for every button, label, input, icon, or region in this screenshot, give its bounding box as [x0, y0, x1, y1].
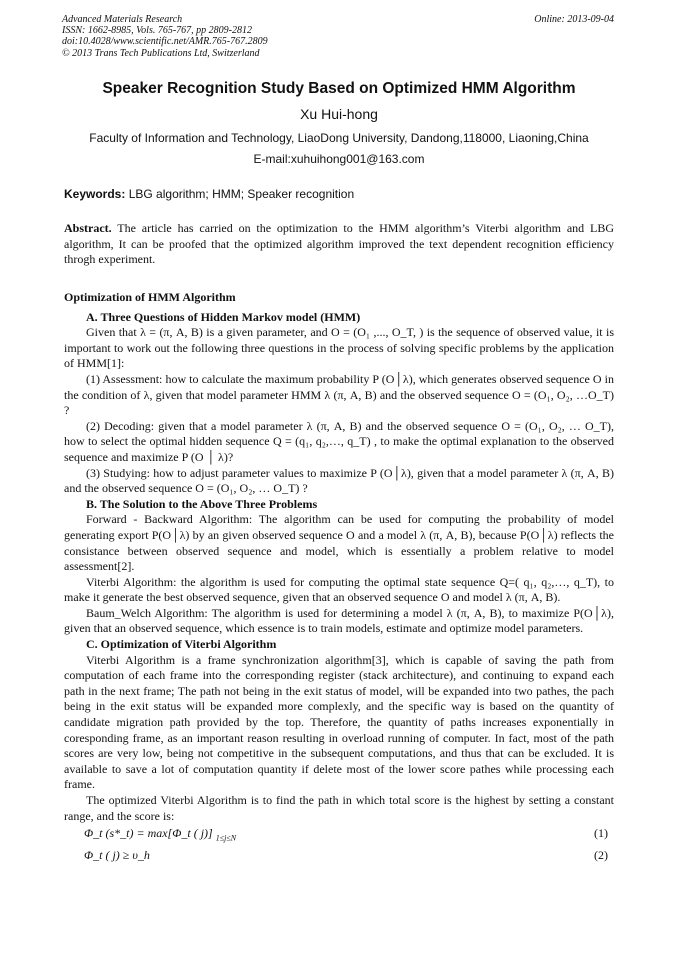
paragraph-a1: Given that λ = (π, A, B) is a given parameter, and O = (O₁ ,..., O_T, ) is the sequence of observed value, it is important to work out the following three questions in the process of solving specific problems by the application of HMM[1]:: [64, 325, 614, 371]
equation-2-number: (2): [594, 848, 608, 863]
subsection-c-title: C. Optimization of Viterbi Algorithm: [86, 637, 277, 652]
doi: doi:10.4028/www.scientific.net/AMR.765-767.2809: [62, 36, 268, 48]
author: Xu Hui-hong: [300, 106, 378, 122]
keywords-text: LBG algorithm; HMM; Speaker recognition: [128, 187, 355, 201]
email: E-mail:xuhuihong001@163.com: [253, 152, 425, 166]
abstract: [64, 221, 614, 268]
equation-1-body: Φ_t (s*_t) = max[Φ_t ( j)]: [84, 826, 213, 841]
abstract-text: The article has carried on the optimization to the HMM algorithm’s Viterbi algorithm and LBG algorithm, It can be proofed that the optimized algorithm improved the text dependent recognition efficiency throgh experiment.: [64, 221, 614, 267]
paragraph-b1: Forward - Backward Algorithm: The algorithm can be used for computing the probability of model generating export P(O│λ) by an given observed sequence O and a model λ (π, A, B), because P(O│λ) reflects the consistance between observed sequence and model, which is essentially a problem relative to model assessment[2].: [64, 512, 614, 574]
subsection-b-title: B. The Solution to the Above Three Problems: [86, 496, 318, 511]
equation-2-expression: Φ_t ( j) ≥ υ_h: [84, 848, 150, 863]
equation-1: [64, 824, 614, 846]
paragraph-c1: Viterbi Algorithm is a frame synchronization algorithm[3], which is capable of saving the path from computation of each frame into the corresponding register (stack architecture), and continuing to expand each path in the next frame; The path not being in the exit status of model, will be expanded into two pathes, the pach being in the exit status will be expanded more complexly, and the specific way is based on the quantity of candidate migration path provided by the top. Therefore, the quantity of paths increases exponentially in coresponding frame, as an important reason resulting in overload running of computer. In fact, most of the path scores are very low, being not competitive in the subsequent computations, and thus that can be excluded. It is available to save a lot of computation quantity if delete most of the lower score pathes while processing each frame.: [64, 652, 614, 792]
affiliation: Faculty of Information and Technology, LiaoDong University, Dandong,118000, Liaoning,China: [89, 131, 589, 145]
abstract-label: Abstract.: [64, 221, 112, 235]
subsection-a-title: A. Three Questions of Hidden Markov model (HMM): [86, 309, 361, 324]
paragraph-b2: Viterbi Algorithm: the algorithm is used for computing the optimal state sequence Q=( q₁, q₂,…, q_T), to make it generate the best observed sequence, given that an observed sequence O and model λ (π, A, B).: [64, 574, 614, 605]
journal-header: [62, 14, 268, 59]
paragraph-a3: (2) Decoding: given that a model parameter λ (π, A, B) and the observed sequence O = (O₁, O₂, … O_T), how to select the optimal hidden sequence Q = (q₁, q₂,…, q_T) , to make the optimal explanation to the observed sequence and maximize P (O │ λ)?: [64, 418, 614, 464]
paragraph-a2: (1) Assessment: how to calculate the maximum probability P (O│λ), which generates observed sequence O in the condition of λ, given that model parameter HMM λ (π, A, B) and the observed sequence O = (O₁, O₂, …O_T) ?: [64, 371, 614, 418]
copyright: © 2013 Trans Tech Publications Ltd, Switzerland: [62, 47, 260, 59]
paragraph-a4: (3) Studying: how to adjust parameter values to maximize P (O│λ), given that a model parameter λ (π, A, B) and the observed sequence O = (O₁, O₂, … O_T) ?: [64, 465, 614, 496]
section-optimization: [64, 290, 614, 868]
paragraph-c2: The optimized Viterbi Algorithm is to find the path in which total score is the highest by setting a constant range, and the score is:: [64, 793, 614, 823]
keywords-label: Keywords:: [64, 187, 126, 201]
journal-name: Advanced Materials Research: [62, 14, 183, 25]
paragraph-b3: Baum_Welch Algorithm: The algorithm is used for determining a model λ (π, A, B), to maximize P(O│λ), given that an observed sequence, which essence is to train models, estimate and optimize model parameters.: [64, 605, 614, 636]
issn: ISSN: 1662-8985, Vols. 765-767, pp 2809-2812: [62, 25, 252, 37]
equation-1-number: (1): [594, 826, 608, 841]
section-title: Optimization of HMM Algorithm: [64, 290, 236, 304]
equation-1-expression: [84, 826, 236, 846]
paper-title: Speaker Recognition Study Based on Optimized HMM Algorithm: [102, 80, 576, 97]
equation-2: [64, 846, 614, 868]
equation-1-subscript: 1≤j≤N: [215, 833, 237, 843]
online-date: Online: 2013-09-04: [534, 14, 614, 25]
keywords: [64, 187, 354, 201]
